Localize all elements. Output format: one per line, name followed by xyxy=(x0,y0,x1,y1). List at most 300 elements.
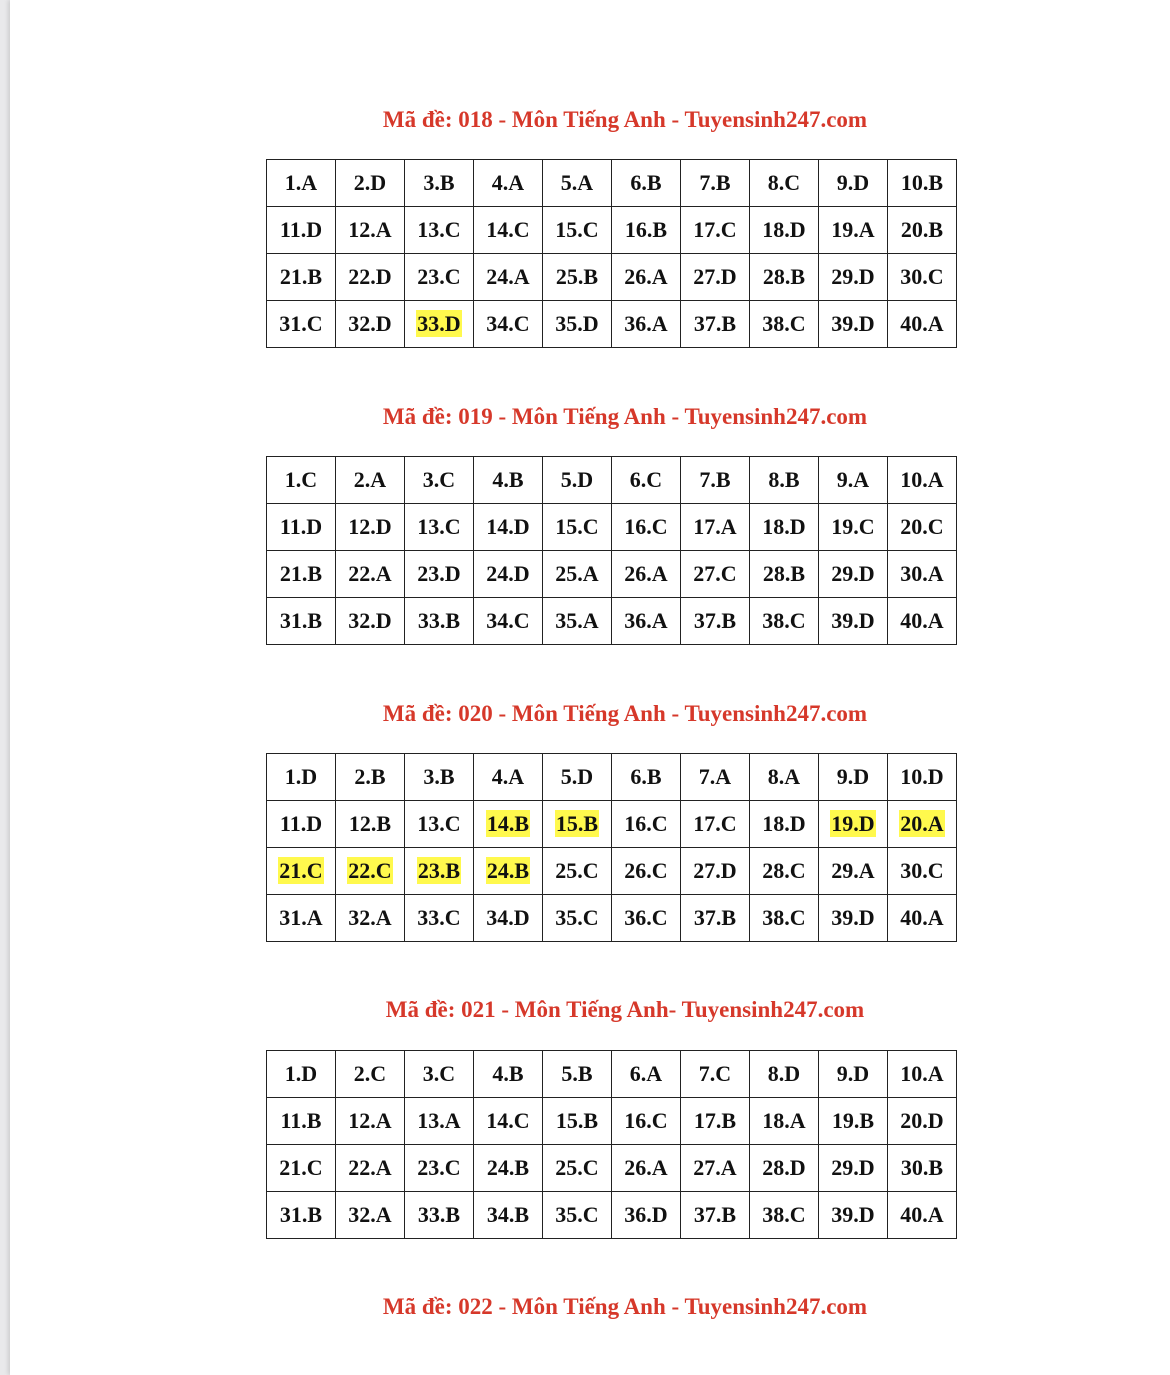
answer-text: 2.A xyxy=(353,467,387,492)
answer-cell xyxy=(750,1051,819,1098)
answer-cell xyxy=(474,301,543,348)
table-row xyxy=(267,598,957,645)
answer-cell xyxy=(681,457,750,504)
answer-text: 39.D xyxy=(831,608,875,633)
answer-cell xyxy=(543,207,612,254)
answer-text: 23.C xyxy=(417,264,461,289)
answer-cell xyxy=(750,301,819,348)
answer-cell xyxy=(543,754,612,801)
answer-text: 35.A xyxy=(555,608,599,633)
answer-text: 31.C xyxy=(279,311,323,336)
answer-text: 6.B xyxy=(630,170,662,195)
answer-cell xyxy=(819,754,888,801)
answer-text: 23.B xyxy=(417,858,461,883)
answer-cell xyxy=(612,895,681,942)
answer-cell xyxy=(612,504,681,551)
answer-cell xyxy=(612,848,681,895)
answer-cell xyxy=(336,457,405,504)
answer-text: 36.A xyxy=(624,311,668,336)
section-title-021: Mã đề: 021 - Môn Tiếng Anh- Tuyensinh247.com xyxy=(385,997,865,1022)
answer-text: 31.B xyxy=(279,608,323,633)
answer-cell xyxy=(750,551,819,598)
answer-text: 27.C xyxy=(693,561,737,586)
answer-cell xyxy=(405,1145,474,1192)
answer-cell xyxy=(474,551,543,598)
table-row xyxy=(267,1192,957,1239)
answer-cell xyxy=(819,598,888,645)
answer-text: 29.D xyxy=(831,264,875,289)
answer-text: 32.D xyxy=(348,608,392,633)
answer-cell xyxy=(543,848,612,895)
answer-text: 9.A xyxy=(836,467,870,492)
answer-text: 40.A xyxy=(900,905,944,930)
answer-text: 15.B xyxy=(555,811,599,836)
answer-text: 40.A xyxy=(900,311,944,336)
answer-cell xyxy=(681,754,750,801)
answer-text: 17.C xyxy=(693,217,737,242)
answer-cell xyxy=(267,160,336,207)
answer-text: 7.C xyxy=(698,1061,732,1086)
answer-cell xyxy=(267,551,336,598)
answer-cell xyxy=(543,1145,612,1192)
answer-cell xyxy=(405,801,474,848)
answer-cell xyxy=(267,1192,336,1239)
answer-cell xyxy=(267,207,336,254)
answer-text: 11.D xyxy=(279,217,323,242)
answer-text: 19.D xyxy=(831,811,875,836)
answer-text: 30.C xyxy=(900,858,944,883)
answer-cell xyxy=(267,848,336,895)
answer-text: 21.C xyxy=(279,858,323,883)
answer-cell xyxy=(750,1192,819,1239)
answer-text: 26.C xyxy=(624,858,668,883)
answer-cell xyxy=(336,504,405,551)
answer-text: 28.B xyxy=(762,264,806,289)
answer-text: 24.D xyxy=(486,561,530,586)
answer-cell xyxy=(888,1145,957,1192)
answer-cell xyxy=(888,457,957,504)
answer-cell xyxy=(405,598,474,645)
answer-cell xyxy=(543,301,612,348)
answer-text: 16.B xyxy=(624,217,668,242)
answer-text: 11.D xyxy=(279,811,323,836)
answer-cell xyxy=(750,160,819,207)
table-row xyxy=(267,301,957,348)
answer-text: 13.A xyxy=(417,1108,461,1133)
answer-cell xyxy=(543,598,612,645)
answer-cell xyxy=(750,1145,819,1192)
answer-text: 34.B xyxy=(486,1202,530,1227)
answer-text: 1.C xyxy=(284,467,318,492)
answer-text: 36.D xyxy=(624,1202,668,1227)
answer-cell xyxy=(405,848,474,895)
answer-cell xyxy=(267,1145,336,1192)
answer-cell xyxy=(474,801,543,848)
answer-cell xyxy=(543,254,612,301)
answer-cell xyxy=(543,1098,612,1145)
answer-cell xyxy=(819,504,888,551)
answer-text: 3.C xyxy=(422,1061,456,1086)
answer-cell xyxy=(888,504,957,551)
answer-text: 36.C xyxy=(624,905,668,930)
answer-cell xyxy=(819,895,888,942)
answer-text: 21.C xyxy=(279,1155,323,1180)
answer-text: 24.A xyxy=(486,264,530,289)
answer-text: 5.D xyxy=(560,764,594,789)
answer-cell xyxy=(267,504,336,551)
answer-cell xyxy=(681,301,750,348)
answer-text: 14.C xyxy=(486,217,530,242)
table-row xyxy=(267,207,957,254)
answer-cell xyxy=(888,1192,957,1239)
answer-cell xyxy=(888,207,957,254)
answer-text: 32.D xyxy=(348,311,392,336)
answer-cell xyxy=(888,848,957,895)
answer-text: 39.D xyxy=(831,1202,875,1227)
answer-text: 22.C xyxy=(348,858,392,883)
answer-cell xyxy=(681,1145,750,1192)
answer-cell xyxy=(750,895,819,942)
answer-text: 19.B xyxy=(831,1108,875,1133)
answer-text: 37.B xyxy=(693,1202,737,1227)
answer-cell xyxy=(474,598,543,645)
answer-text: 8.B xyxy=(768,467,800,492)
answer-cell xyxy=(543,551,612,598)
table-row xyxy=(267,457,957,504)
answer-cell xyxy=(681,207,750,254)
answer-cell xyxy=(405,254,474,301)
answer-text: 35.D xyxy=(555,311,599,336)
answer-text: 33.B xyxy=(417,608,461,633)
answer-text: 37.B xyxy=(693,905,737,930)
answer-cell xyxy=(267,1098,336,1145)
answer-text: 30.B xyxy=(900,1155,944,1180)
answer-cell xyxy=(681,504,750,551)
answer-table-018 xyxy=(266,159,957,348)
answer-cell xyxy=(474,457,543,504)
answer-cell xyxy=(405,160,474,207)
answer-cell xyxy=(888,895,957,942)
answer-text: 4.A xyxy=(491,764,525,789)
answer-cell xyxy=(819,301,888,348)
answer-text: 31.B xyxy=(279,1202,323,1227)
answer-text: 38.C xyxy=(762,1202,806,1227)
answer-text: 3.C xyxy=(422,467,456,492)
answer-text: 10.A xyxy=(900,467,944,492)
answer-text: 20.D xyxy=(900,1108,944,1133)
answer-text: 20.B xyxy=(900,217,944,242)
answer-cell xyxy=(612,1192,681,1239)
answer-text: 22.A xyxy=(348,1155,392,1180)
answer-text: 11.D xyxy=(279,514,323,539)
answer-cell xyxy=(474,754,543,801)
answer-text: 6.B xyxy=(630,764,662,789)
answer-text: 35.C xyxy=(555,905,599,930)
answer-cell xyxy=(474,895,543,942)
answer-text: 15.C xyxy=(555,514,599,539)
answer-text: 9.D xyxy=(836,764,870,789)
answer-text: 9.D xyxy=(836,1061,870,1086)
answer-text: 2.D xyxy=(353,170,387,195)
answer-text: 27.D xyxy=(693,858,737,883)
answer-text: 4.B xyxy=(492,1061,524,1086)
answer-cell xyxy=(405,207,474,254)
answer-cell xyxy=(681,551,750,598)
answer-text: 35.C xyxy=(555,1202,599,1227)
answer-cell xyxy=(543,895,612,942)
answer-cell xyxy=(405,895,474,942)
answer-cell xyxy=(336,754,405,801)
answer-text: 22.D xyxy=(348,264,392,289)
answer-cell xyxy=(819,160,888,207)
answer-cell xyxy=(612,457,681,504)
answer-text: 18.A xyxy=(762,1108,806,1133)
answer-table-019 xyxy=(266,456,957,645)
answer-text: 15.C xyxy=(555,217,599,242)
answer-cell xyxy=(681,254,750,301)
answer-cell xyxy=(267,895,336,942)
answer-cell xyxy=(819,1098,888,1145)
answer-cell xyxy=(405,754,474,801)
answer-cell xyxy=(405,504,474,551)
answer-text: 38.C xyxy=(762,311,806,336)
answer-cell xyxy=(336,1098,405,1145)
answer-cell xyxy=(474,848,543,895)
answer-text: 14.B xyxy=(486,811,530,836)
answer-text: 29.D xyxy=(831,1155,875,1180)
answer-text: 12.A xyxy=(348,1108,392,1133)
answer-text: 2.B xyxy=(354,764,386,789)
answer-text: 34.C xyxy=(486,311,530,336)
answer-cell xyxy=(681,801,750,848)
answer-cell xyxy=(474,1145,543,1192)
answer-cell xyxy=(888,801,957,848)
answer-cell xyxy=(612,1098,681,1145)
answer-text: 6.A xyxy=(629,1061,663,1086)
answer-text: 19.A xyxy=(831,217,875,242)
answer-cell xyxy=(267,254,336,301)
answer-cell xyxy=(612,1051,681,1098)
answer-cell xyxy=(819,207,888,254)
answer-text: 18.D xyxy=(762,811,806,836)
answer-cell xyxy=(267,754,336,801)
answer-cell xyxy=(405,457,474,504)
answer-cell xyxy=(474,1051,543,1098)
answer-text: 33.D xyxy=(417,311,461,336)
answer-text: 21.B xyxy=(279,264,323,289)
answer-cell xyxy=(267,1051,336,1098)
answer-text: 33.C xyxy=(417,905,461,930)
answer-text: 34.C xyxy=(486,608,530,633)
answer-text: 8.D xyxy=(767,1061,801,1086)
answer-cell xyxy=(888,1051,957,1098)
answer-cell xyxy=(267,801,336,848)
answer-text: 9.D xyxy=(836,170,870,195)
answer-text: 1.D xyxy=(284,764,318,789)
answer-text: 24.B xyxy=(486,1155,530,1180)
answer-cell xyxy=(888,754,957,801)
answer-text: 16.C xyxy=(624,811,668,836)
answer-cell xyxy=(543,1192,612,1239)
answer-text: 8.C xyxy=(767,170,801,195)
answer-text: 7.B xyxy=(699,467,731,492)
table-row xyxy=(267,1145,957,1192)
answer-cell xyxy=(750,207,819,254)
answer-cell xyxy=(336,1145,405,1192)
table-row xyxy=(267,1051,957,1098)
answer-text: 14.D xyxy=(486,514,530,539)
answer-cell xyxy=(888,598,957,645)
answer-cell xyxy=(750,504,819,551)
answer-cell xyxy=(681,895,750,942)
answer-cell xyxy=(543,160,612,207)
answer-cell xyxy=(750,848,819,895)
answer-text: 1.D xyxy=(284,1061,318,1086)
answer-cell xyxy=(819,1145,888,1192)
answer-text: 7.B xyxy=(699,170,731,195)
answer-cell xyxy=(819,1192,888,1239)
answer-cell xyxy=(405,551,474,598)
answer-cell xyxy=(543,801,612,848)
answer-cell xyxy=(750,754,819,801)
answer-cell xyxy=(888,1098,957,1145)
answer-text: 20.A xyxy=(900,811,944,836)
answer-cell xyxy=(888,254,957,301)
answer-text: 31.A xyxy=(279,905,323,930)
answer-cell xyxy=(474,160,543,207)
answer-text: 11.B xyxy=(280,1108,322,1133)
answer-cell xyxy=(336,207,405,254)
table-row xyxy=(267,895,957,942)
answer-text: 36.A xyxy=(624,608,668,633)
answer-text: 12.A xyxy=(348,217,392,242)
answer-cell xyxy=(336,160,405,207)
answer-text: 7.A xyxy=(698,764,732,789)
answer-text: 40.A xyxy=(900,1202,944,1227)
answer-text: 4.B xyxy=(492,467,524,492)
answer-text: 21.B xyxy=(279,561,323,586)
answer-cell xyxy=(612,551,681,598)
table-row xyxy=(267,848,957,895)
answer-text: 25.C xyxy=(555,858,599,883)
answer-cell xyxy=(474,207,543,254)
section-title-020: Mã đề: 020 - Môn Tiếng Anh - Tuyensinh247.com xyxy=(382,701,868,726)
answer-text: 10.B xyxy=(900,170,944,195)
section-title-018: Mã đề: 018 - Môn Tiếng Anh - Tuyensinh247.com xyxy=(382,107,868,132)
answer-text: 6.C xyxy=(629,467,663,492)
answer-cell xyxy=(612,160,681,207)
answer-text: 16.C xyxy=(624,514,668,539)
answer-text: 16.C xyxy=(624,1108,668,1133)
table-row xyxy=(267,754,957,801)
answer-cell xyxy=(336,551,405,598)
answer-text: 18.D xyxy=(762,514,806,539)
answer-text: 23.D xyxy=(417,561,461,586)
answer-text: 26.A xyxy=(624,264,668,289)
answer-text: 18.D xyxy=(762,217,806,242)
answer-text: 13.C xyxy=(417,217,461,242)
answer-table-020 xyxy=(266,753,957,942)
answer-cell xyxy=(336,848,405,895)
answer-cell xyxy=(267,457,336,504)
answer-text: 29.D xyxy=(831,561,875,586)
answer-cell xyxy=(819,1051,888,1098)
answer-cell xyxy=(819,551,888,598)
answer-text: 38.C xyxy=(762,905,806,930)
answer-cell xyxy=(612,754,681,801)
answer-text: 17.A xyxy=(693,514,737,539)
answer-cell xyxy=(681,1098,750,1145)
answer-cell xyxy=(612,207,681,254)
answer-cell xyxy=(819,254,888,301)
answer-cell xyxy=(336,598,405,645)
answer-text: 30.C xyxy=(900,264,944,289)
answer-cell xyxy=(336,1051,405,1098)
answer-cell xyxy=(474,1192,543,1239)
section-title-019: Mã đề: 019 - Môn Tiếng Anh - Tuyensinh247.com xyxy=(382,404,868,429)
answer-cell xyxy=(681,598,750,645)
answer-text: 2.C xyxy=(353,1061,387,1086)
table-row xyxy=(267,551,957,598)
answer-cell xyxy=(681,1192,750,1239)
answer-text: 23.C xyxy=(417,1155,461,1180)
answer-cell xyxy=(543,457,612,504)
answer-cell xyxy=(267,598,336,645)
answer-cell xyxy=(543,1051,612,1098)
answer-text: 28.C xyxy=(762,858,806,883)
answer-text: 12.D xyxy=(348,514,392,539)
answer-cell xyxy=(474,504,543,551)
answer-cell xyxy=(612,801,681,848)
answer-cell xyxy=(819,457,888,504)
answer-text: 39.D xyxy=(831,905,875,930)
answer-text: 5.B xyxy=(561,1061,593,1086)
answer-cell xyxy=(819,801,888,848)
answer-cell xyxy=(681,848,750,895)
answer-text: 25.A xyxy=(555,561,599,586)
answer-cell xyxy=(612,598,681,645)
table-row xyxy=(267,504,957,551)
answer-cell xyxy=(336,254,405,301)
answer-text: 10.A xyxy=(900,1061,944,1086)
answer-text: 38.C xyxy=(762,608,806,633)
answer-cell xyxy=(336,895,405,942)
answer-cell xyxy=(750,457,819,504)
document-page xyxy=(10,0,1170,1375)
answer-cell xyxy=(888,160,957,207)
answer-text: 22.A xyxy=(348,561,392,586)
answer-text: 37.B xyxy=(693,311,737,336)
answer-text: 4.A xyxy=(491,170,525,195)
answer-text: 39.D xyxy=(831,311,875,336)
answer-cell xyxy=(681,160,750,207)
answer-text: 32.A xyxy=(348,905,392,930)
answer-cell xyxy=(888,301,957,348)
table-row xyxy=(267,1098,957,1145)
answer-cell xyxy=(474,1098,543,1145)
answer-text: 27.A xyxy=(693,1155,737,1180)
table-row xyxy=(267,254,957,301)
answer-text: 3.B xyxy=(423,170,455,195)
answer-cell xyxy=(750,801,819,848)
answer-cell xyxy=(612,254,681,301)
answer-cell xyxy=(405,1098,474,1145)
answer-text: 13.C xyxy=(417,811,461,836)
answer-text: 25.B xyxy=(555,264,599,289)
answer-text: 26.A xyxy=(624,1155,668,1180)
answer-cell xyxy=(750,254,819,301)
answer-text: 3.B xyxy=(423,764,455,789)
